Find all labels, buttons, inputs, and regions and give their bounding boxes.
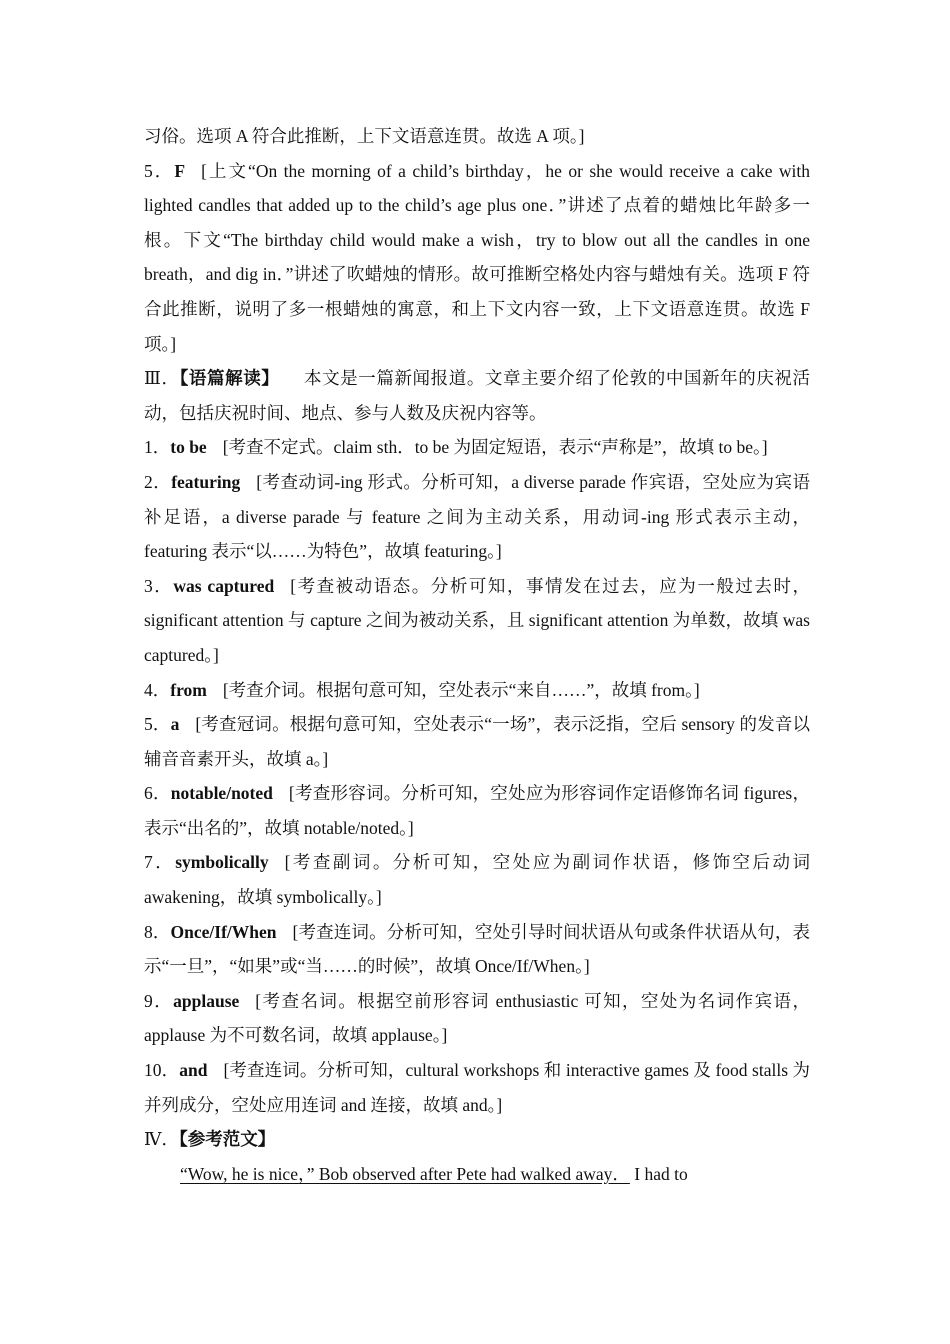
section-4-heading: 【参考范文】 bbox=[178, 1129, 276, 1150]
item-explanation: [考查连词。分析可知，空处引导时间状语从句或条件状语从句，表示“一旦”，“如果”或“当……的时候”，故填 Once/If/When。] bbox=[144, 921, 811, 977]
item-answer: featuring bbox=[171, 471, 241, 492]
answer-item-7 bbox=[144, 845, 810, 914]
item-answer: notable/noted bbox=[170, 783, 273, 804]
item-answer: to be bbox=[170, 437, 207, 458]
answer-item-10 bbox=[144, 1053, 810, 1122]
q5-explanation: [上文“On the morning of a child’s birthday，he or she would receive a cake with lighted candles that added up to the child’s age plus one．”讲述了点着的蜡烛比年龄多一根。下文“The birthday child would make a wish，try to blow out all the candles in one breath，and dig in．”讲述了吹蜡烛的情形。故可推断空格处内容与蜡烛有关。选项 F 符合此推断，说明了多一根蜡烛的寓意，和上下文内容一致，上下文语意连贯。故选 F 项。] bbox=[144, 160, 810, 354]
intro-tail-text: 习俗。选项 A 符合此推断，上下文语意连贯。故选 A 项。] bbox=[144, 126, 585, 146]
item-number: 8． bbox=[144, 921, 171, 942]
answer-item-8 bbox=[144, 915, 810, 984]
document-page bbox=[144, 119, 810, 1191]
item-answer: from bbox=[170, 679, 207, 700]
answer-item-5 bbox=[144, 707, 810, 776]
item-number: 5． bbox=[144, 714, 171, 735]
essay-continuation: I had to bbox=[634, 1163, 688, 1184]
answer-item-6 bbox=[144, 776, 810, 845]
item-answer: a bbox=[170, 714, 180, 735]
item-number: 2． bbox=[144, 471, 172, 492]
intro-tail-paragraph bbox=[144, 119, 810, 154]
item-answer: Once/If/When bbox=[170, 921, 277, 942]
answer-paragraph-q5 bbox=[144, 154, 810, 362]
item-number: 1． bbox=[144, 437, 171, 458]
section-4-numeral: Ⅳ． bbox=[144, 1129, 179, 1150]
item-explanation: [考查名词。根据空前形容词 enthusiastic 可知，空处为名词作宾语，applause 为不可数名词，故填 applause。] bbox=[144, 990, 810, 1046]
item-number: 3． bbox=[144, 575, 174, 596]
section-3-intro bbox=[144, 361, 810, 430]
item-number: 7． bbox=[144, 852, 176, 873]
item-explanation: [考查不定式。claim sth．to be 为固定短语，表示“声称是”，故填 to be。] bbox=[222, 437, 768, 458]
item-explanation: [考查被动语态。分析可知，事情发在过去，应为一般过去时，significant attention 与 capture 之间为被动关系，且 significant attention 为单数，故填 was captured。] bbox=[144, 575, 810, 665]
item-explanation: [考查冠词。根据句意可知，空处表示“一场”，表示泛指，空后 sensory 的发音以辅音音素开头，故填 a。] bbox=[144, 714, 811, 769]
item-number: 10． bbox=[144, 1060, 180, 1081]
model-essay-paragraph bbox=[144, 1157, 810, 1192]
answer-item-3 bbox=[144, 569, 810, 673]
item-explanation: [考查动词-ing 形式。分析可知，a diverse parade 作宾语，空处应为宾语补足语，a diverse parade 与 feature 之间为主动关系，用动词-ing 形式表示主动，featuring 表示“以……为特色”，故填 featuring。] bbox=[144, 471, 810, 562]
item-explanation: [考查连词。分析可知，cultural workshops 和 interactive games 及 food stalls 为并列成分，空处应用连词 and 连接，故填 and。] bbox=[144, 1060, 811, 1115]
item-answer: symbolically bbox=[175, 852, 269, 873]
q5-answer: F bbox=[174, 160, 186, 181]
item-number: 6． bbox=[144, 783, 171, 804]
section-3-numeral: Ⅲ． bbox=[144, 368, 180, 389]
item-answer: and bbox=[179, 1060, 208, 1081]
answer-item-1 bbox=[144, 430, 810, 465]
section-3-heading: 【语篇解读】 bbox=[179, 368, 280, 389]
item-explanation: [考查副词。分析可知，空处应为副词作状语，修饰空后动词 awakening，故填 symbolically。] bbox=[144, 852, 811, 908]
section-3-summary: 本文是一篇新闻报道。文章主要介绍了伦敦的中国新年的庆祝活动，包括庆祝时间、地点、参与人数及庆祝内容等。 bbox=[144, 368, 811, 423]
answer-item-2 bbox=[144, 465, 810, 569]
item-answer: applause bbox=[173, 990, 240, 1011]
q5-number: 5． bbox=[144, 160, 175, 181]
answer-item-4 bbox=[144, 673, 810, 708]
item-answer: was captured bbox=[173, 575, 275, 596]
item-explanation: [考查介词。根据句意可知，空处表示“来自……”，故填 from。] bbox=[222, 679, 700, 700]
answer-item-9 bbox=[144, 984, 810, 1053]
section-4-heading-line bbox=[144, 1122, 810, 1157]
item-number: 4． bbox=[144, 679, 171, 700]
essay-underlined-sentence: “Wow, he is nice，” Bob observed after Pete had walked away． bbox=[180, 1163, 630, 1184]
item-explanation: [考查形容词。分析可知，空处应为形容词作定语修饰名词 figures，表示“出名的”，故填 notable/noted。] bbox=[144, 783, 811, 838]
item-number: 9． bbox=[144, 990, 174, 1011]
